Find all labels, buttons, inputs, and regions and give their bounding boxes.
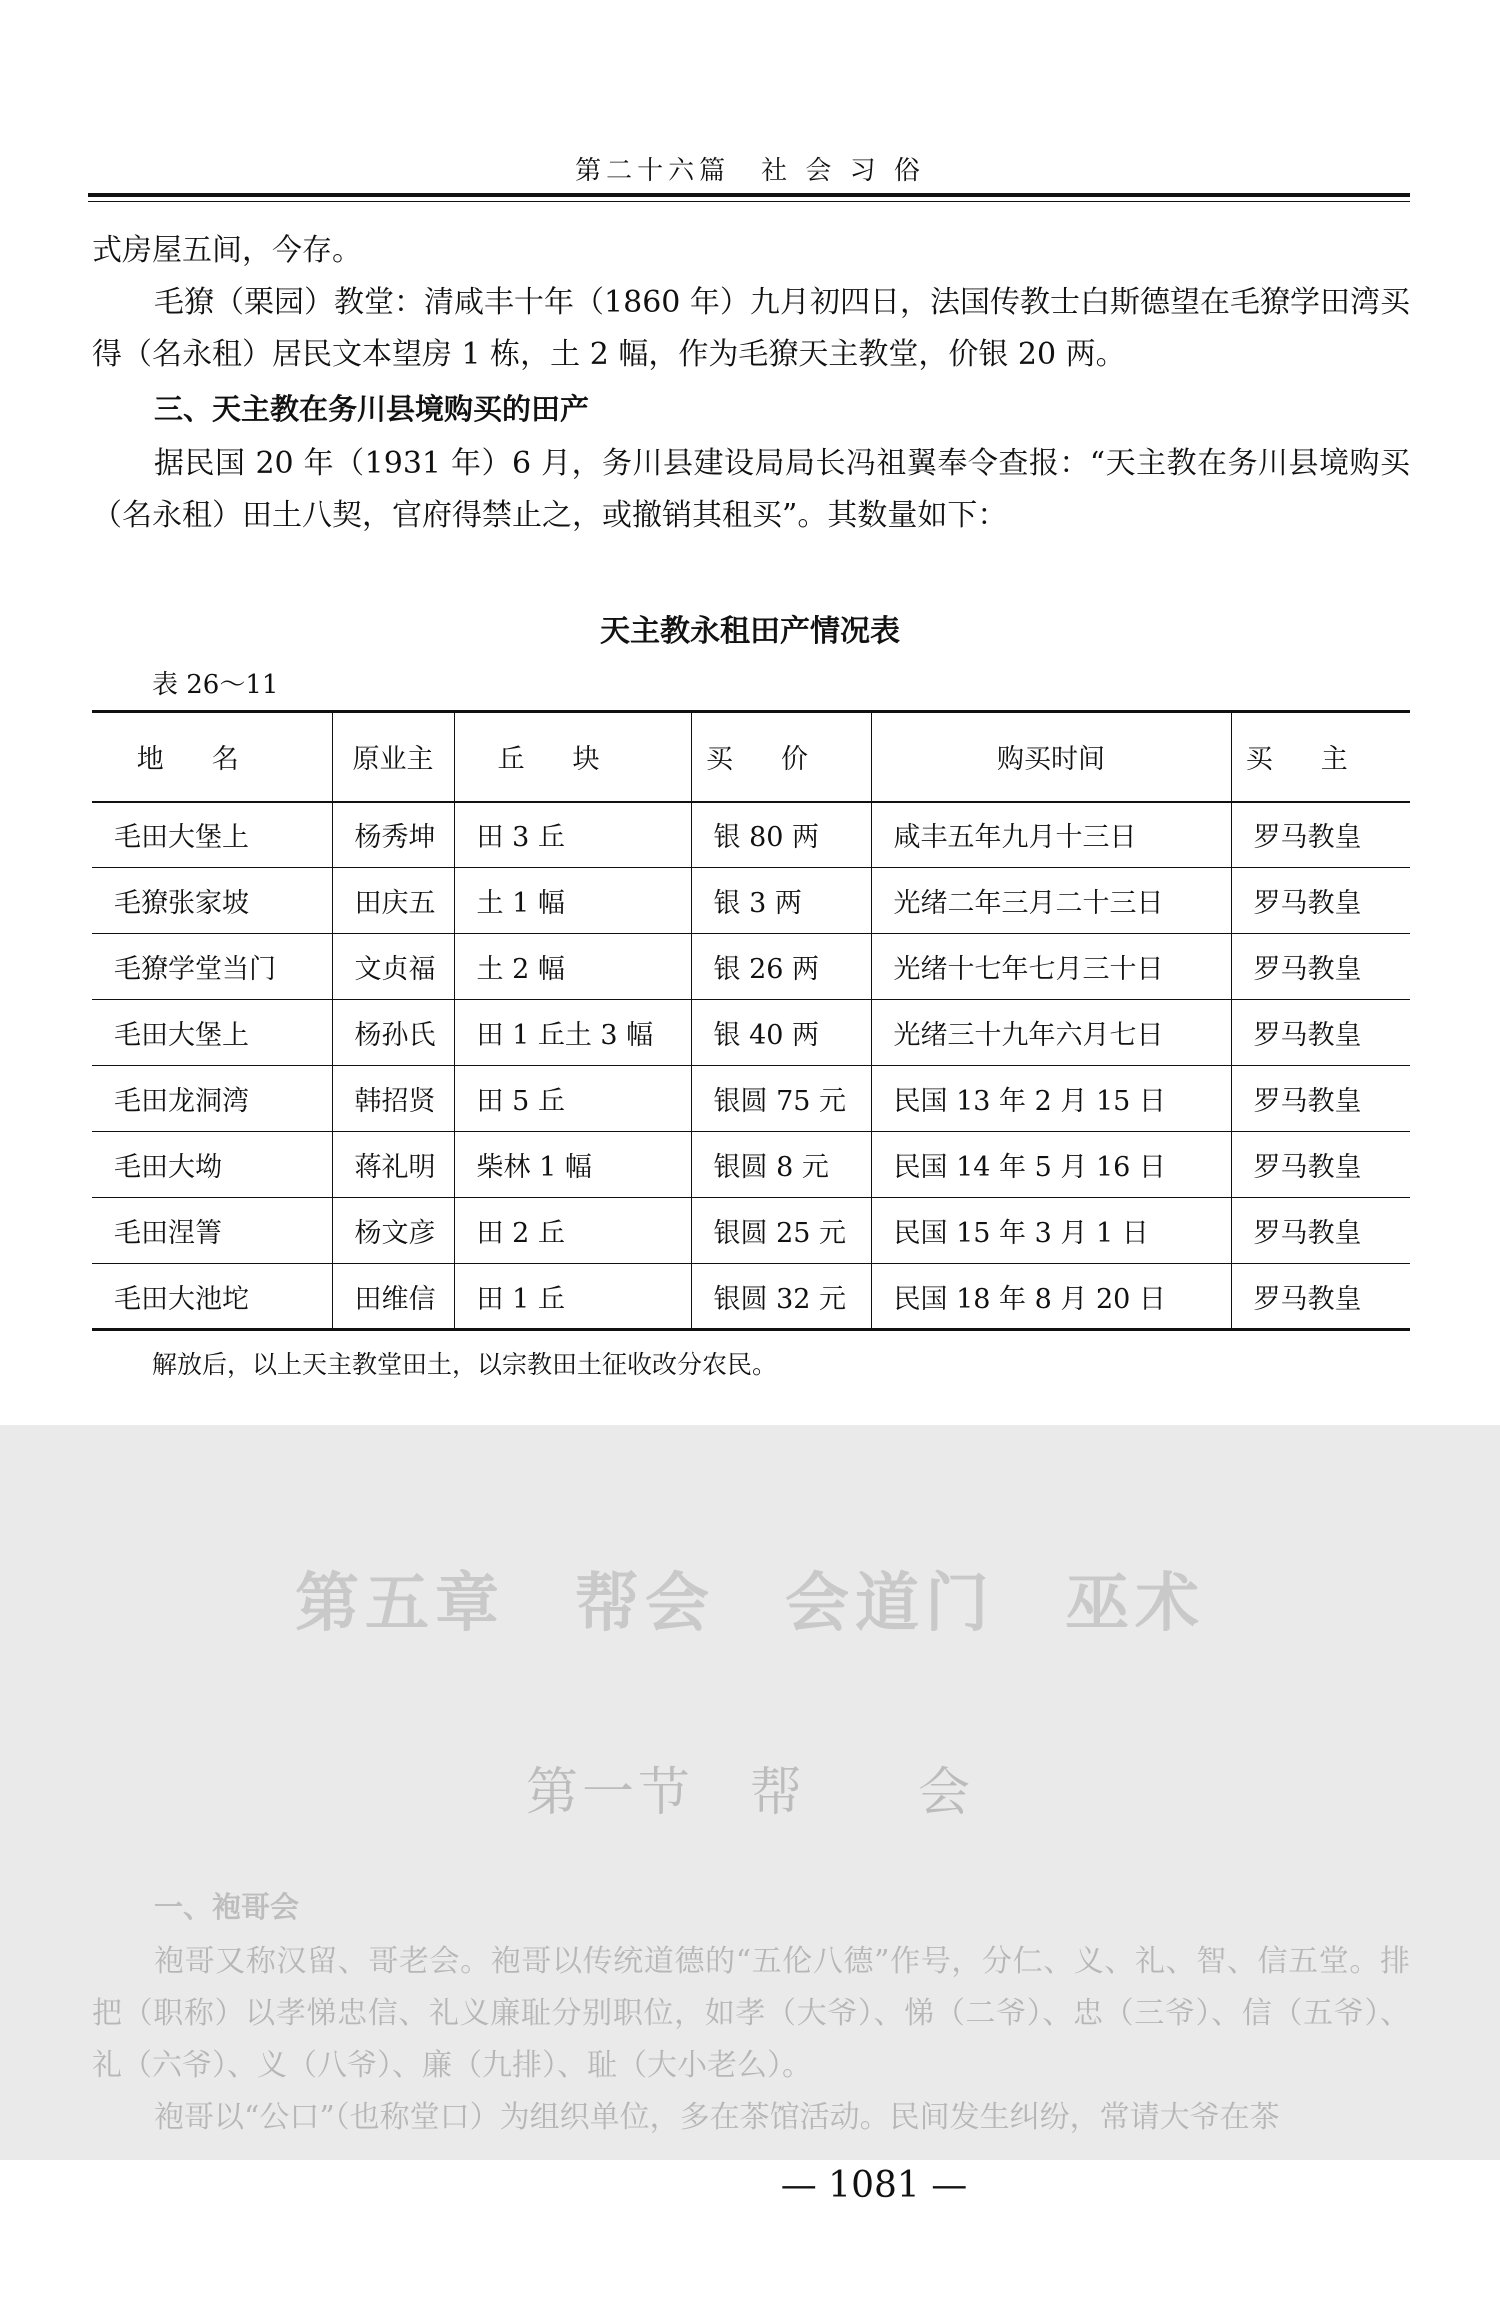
cell-owner: 杨文彦 <box>332 1198 454 1264</box>
cell-place: 毛田大堡上 <box>92 802 332 868</box>
cell-owner: 韩招贤 <box>332 1066 454 1132</box>
cell-owner: 田庆五 <box>332 868 454 934</box>
chapter-title: 第五章 帮会 会道门 巫术 <box>295 1567 1205 1641</box>
section-title: 第一节 帮 会 <box>525 1763 974 1823</box>
cell-plots: 土 2 幅 <box>454 934 691 1000</box>
header-rule-thick <box>88 193 1410 197</box>
cell-date: 光绪三十九年六月七日 <box>871 1000 1231 1066</box>
table-row <box>92 934 1410 1000</box>
cell-date: 民国 18 年 8 月 20 日 <box>871 1264 1231 1330</box>
col-header-date: 购买时间 <box>871 712 1231 802</box>
cell-buyer: 罗马教皇 <box>1231 868 1410 934</box>
cell-price: 银 80 两 <box>691 802 871 868</box>
paragraph-continuation: 式房屋五间，今存。 <box>92 233 362 268</box>
table-row <box>92 868 1410 934</box>
header-rule-thin <box>88 201 1410 202</box>
cell-price: 银圆 75 元 <box>691 1066 871 1132</box>
running-header: 第二十六篇 社 会 习 俗 <box>575 156 925 186</box>
cell-date: 咸丰五年九月十三日 <box>871 802 1231 868</box>
cell-place: 毛田大堡上 <box>92 1000 332 1066</box>
table-number: 表 26～11 <box>152 670 279 700</box>
cell-plots: 柴林 1 幅 <box>454 1132 691 1198</box>
cell-price: 银 3 两 <box>691 868 871 934</box>
section-heading-land: 三、天主教在务川县境购买的田产 <box>154 392 590 426</box>
table-row <box>92 1198 1410 1264</box>
cell-date: 民国 14 年 5 月 16 日 <box>871 1132 1231 1198</box>
cell-owner: 蒋礼明 <box>332 1132 454 1198</box>
cell-place: 毛獠学堂当门 <box>92 934 332 1000</box>
cell-price: 银圆 32 元 <box>691 1264 871 1330</box>
cell-plots: 田 2 丘 <box>454 1198 691 1264</box>
table-note: 解放后，以上天主教堂田土，以宗教田土征收改分农民。 <box>152 1350 778 1379</box>
cell-buyer: 罗马教皇 <box>1231 1000 1410 1066</box>
cell-plots: 田 1 丘 <box>454 1264 691 1330</box>
table-row <box>92 1066 1410 1132</box>
paragraph-paoge-activity: 袍哥以“公口”（也称堂口）为组织单位，多在茶馆活动。民间发生纠纷，常请大爷在茶 <box>154 2100 1280 2135</box>
table-header-row <box>92 712 1410 802</box>
cell-date: 光绪二年三月二十三日 <box>871 868 1231 934</box>
cell-owner: 田维信 <box>332 1264 454 1330</box>
cell-plots: 田 1 丘土 3 幅 <box>454 1000 691 1066</box>
cell-buyer: 罗马教皇 <box>1231 934 1410 1000</box>
col-header-place: 地名 <box>92 712 332 802</box>
cell-plots: 田 5 丘 <box>454 1066 691 1132</box>
col-header-price: 买价 <box>691 712 871 802</box>
table-row <box>92 1132 1410 1198</box>
cell-date: 光绪十七年七月三十日 <box>871 934 1231 1000</box>
cell-date: 民国 13 年 2 月 15 日 <box>871 1066 1231 1132</box>
cell-date: 民国 15 年 3 月 1 日 <box>871 1198 1231 1264</box>
cell-place: 毛獠张家坡 <box>92 868 332 934</box>
table-title: 天主教永租田产情况表 <box>600 614 900 649</box>
land-table <box>92 710 1410 1331</box>
table-row <box>92 802 1410 868</box>
sub-heading-paoge: 一、袍哥会 <box>154 1890 300 1924</box>
cell-buyer: 罗马教皇 <box>1231 1066 1410 1132</box>
cell-place: 毛田大池坨 <box>92 1264 332 1330</box>
cell-place: 毛田龙洞湾 <box>92 1066 332 1132</box>
cell-plots: 土 1 幅 <box>454 868 691 934</box>
cell-buyer: 罗马教皇 <box>1231 1198 1410 1264</box>
cell-price: 银圆 25 元 <box>691 1198 871 1264</box>
cell-place: 毛田大坳 <box>92 1132 332 1198</box>
cell-price: 银圆 8 元 <box>691 1132 871 1198</box>
cell-buyer: 罗马教皇 <box>1231 802 1410 868</box>
table-row <box>92 1264 1410 1330</box>
page-number: — 1081 — <box>780 2165 968 2206</box>
cell-buyer: 罗马教皇 <box>1231 1264 1410 1330</box>
col-header-plots: 丘块 <box>454 712 691 802</box>
col-header-owner: 原业主 <box>332 712 454 802</box>
cell-price: 银 26 两 <box>691 934 871 1000</box>
paragraph-maoliao-church: 毛獠（栗园）教堂：清咸丰十年（1860 年）九月初四日，法国传教士白斯德望在毛獠学田湾买得（名永租）居民文本望房 1 栋，土 2 幅，作为毛獠天主教堂，价银 20 两。 <box>92 285 1410 372</box>
cell-owner: 文贞福 <box>332 934 454 1000</box>
cell-owner: 杨秀坤 <box>332 802 454 868</box>
paragraph-paoge-intro: 袍哥又称汉留、哥老会。袍哥以传统道德的“五伦八德”作号，分仁、义、礼、智、信五堂。排把（职称）以孝悌忠信、礼义廉耻分别职位，如孝（大爷）、悌（二爷）、忠（三爷）、信（五爷）、礼（六爷）、义（八爷）、廉（九排）、耻（大小老么）。 <box>92 1944 1410 2083</box>
cell-buyer: 罗马教皇 <box>1231 1132 1410 1198</box>
cell-plots: 田 3 丘 <box>454 802 691 868</box>
col-header-buyer: 买主 <box>1231 712 1410 802</box>
paragraph-survey: 据民国 20 年（1931 年）6 月，务川县建设局局长冯祖翼奉令查报：“天主教在务川县境购买（名永租）田土八契，官府得禁止之，或撤销其租买”。其数量如下： <box>92 446 1410 533</box>
cell-place: 毛田涅箐 <box>92 1198 332 1264</box>
cell-owner: 杨孙氏 <box>332 1000 454 1066</box>
cell-price: 银 40 两 <box>691 1000 871 1066</box>
table-row <box>92 1000 1410 1066</box>
